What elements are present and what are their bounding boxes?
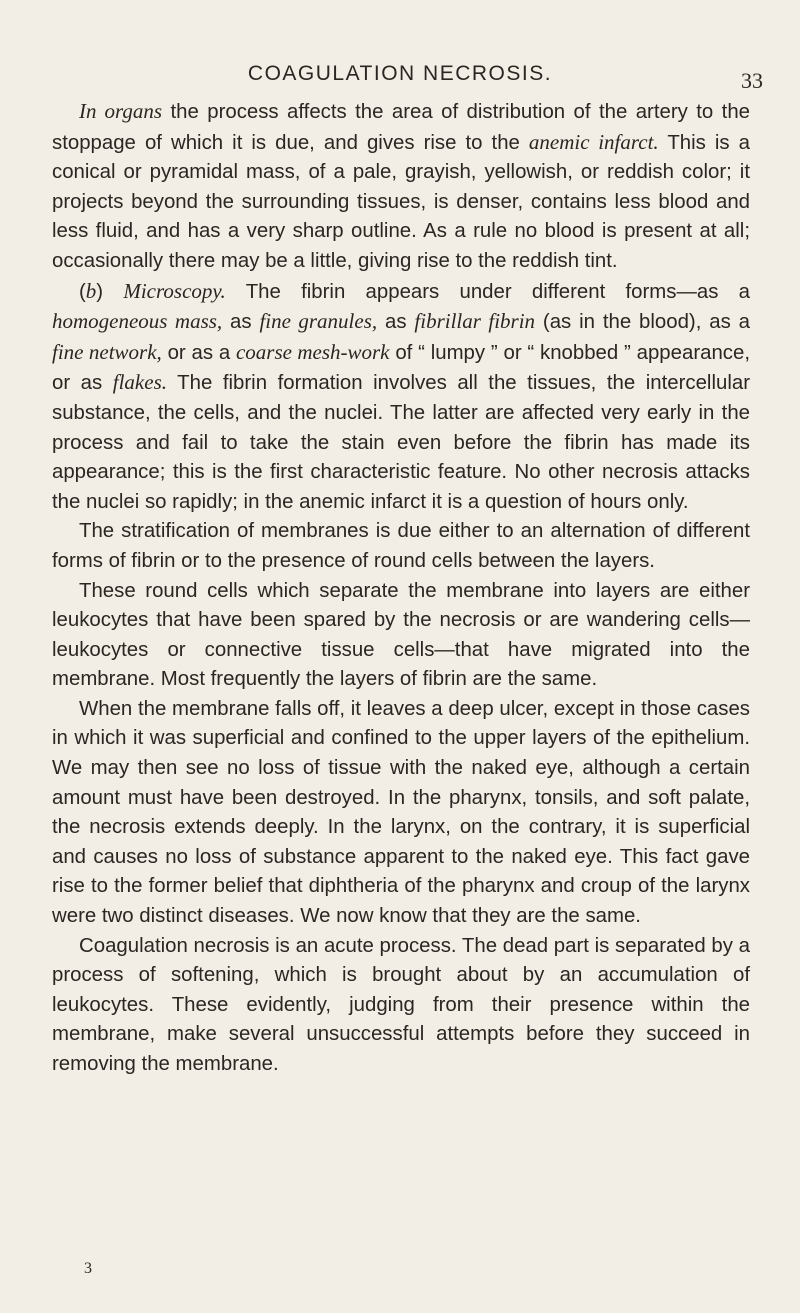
paragraph-4: These round cells which separate the membrane into layers are either leukocytes that have been spared by the necrosis or are wandering cells—leukocytes or connective tissue cells—that have migrated into the membrane. Most frequently the layers of fibrin are the same. bbox=[52, 579, 750, 691]
text-run: The fibrin appears under different forms—as a bbox=[225, 280, 750, 303]
italic-phrase: homogeneous mass, bbox=[52, 309, 223, 334]
text-run: ( bbox=[79, 280, 86, 303]
body-text bbox=[52, 97, 750, 1080]
text-run: as bbox=[222, 311, 260, 334]
text-run: of “ lumpy ” or “ knobbed ” appearance, or as bbox=[52, 341, 750, 395]
italic-phrase: fine granules, bbox=[259, 309, 378, 334]
page-header bbox=[0, 62, 800, 92]
paragraph-6: Coagulation necrosis is an acute process. The dead part is separated by a process of softening, which is brought about by an accumulation of leukocytes. These evidently, judging from their presence within the membrane, make several unsuccessful attempts before they succeed in removing the membrane. bbox=[52, 934, 750, 1075]
page-number: 33 bbox=[741, 68, 763, 93]
italic-phrase: anemic infarct. bbox=[528, 129, 659, 154]
text-run: the process affects the area of distribution of the artery to the stoppage of which it is due, and gives rise to the bbox=[52, 101, 750, 154]
italic-phrase: b bbox=[85, 278, 97, 303]
paragraph-3: The stratification of membranes is due either to an alternation of different forms of fibrin or to the presence of round cells between the layers. bbox=[52, 520, 750, 572]
signature-mark: 3 bbox=[84, 1260, 92, 1277]
text-run: ) bbox=[96, 280, 124, 303]
paragraph-5: When the membrane falls off, it leaves a deep ulcer, except in those cases in which it was superficial and confined to the upper layers of the epithelium. We may then see no loss of tissue with the naked eye, although a certain amount must have been destroyed. In the pharynx, tonsils, and soft palate, the necrosis extends deeply. In the larynx, on the contrary, it is superficial and causes no loss of substance apparent to the naked eye. This fact gave rise to the former belief that diphtheria of the pharynx and croup of the larynx were two distinct diseases. We now know that they are the same. bbox=[52, 697, 750, 928]
text-run: This is a conical or pyramidal mass, of a pale, grayish, yellowish, or reddish color; it projects beyond the surrounding tissues, is denser, contains less blood and less fluid, and has a very sharp outline. As a rule no blood is present at all; occasionally there may be a little, giving rise to the reddish tint. bbox=[52, 131, 750, 272]
section-heading: Microscopy. bbox=[123, 278, 226, 303]
italic-phrase: flakes. bbox=[112, 370, 167, 395]
italic-phrase: fibrillar fibrin bbox=[414, 309, 536, 334]
running-title: COAGULATION NECROSIS. bbox=[247, 62, 553, 85]
italic-phrase: In organs bbox=[79, 99, 163, 123]
text-run: The fibrin formation involves all the tissues, the intercellular substance, the cells, and the nuclei. The latter are affected very early in the process and fail to take the stain even before the fibrin has made its appearance; this is the first characteristic feature. No other necrosis attacks the nuclei so rapidly; in the anemic infarct it is a question of hours only. bbox=[52, 372, 750, 513]
paragraph-2 bbox=[52, 277, 750, 518]
text-run: (as in the blood), as a bbox=[535, 311, 750, 334]
paragraph-1 bbox=[52, 97, 750, 277]
italic-phrase: coarse mesh-work bbox=[235, 339, 390, 364]
text-run: or as a bbox=[161, 341, 236, 364]
italic-phrase: fine network, bbox=[52, 339, 162, 364]
text-run: as bbox=[377, 311, 415, 334]
